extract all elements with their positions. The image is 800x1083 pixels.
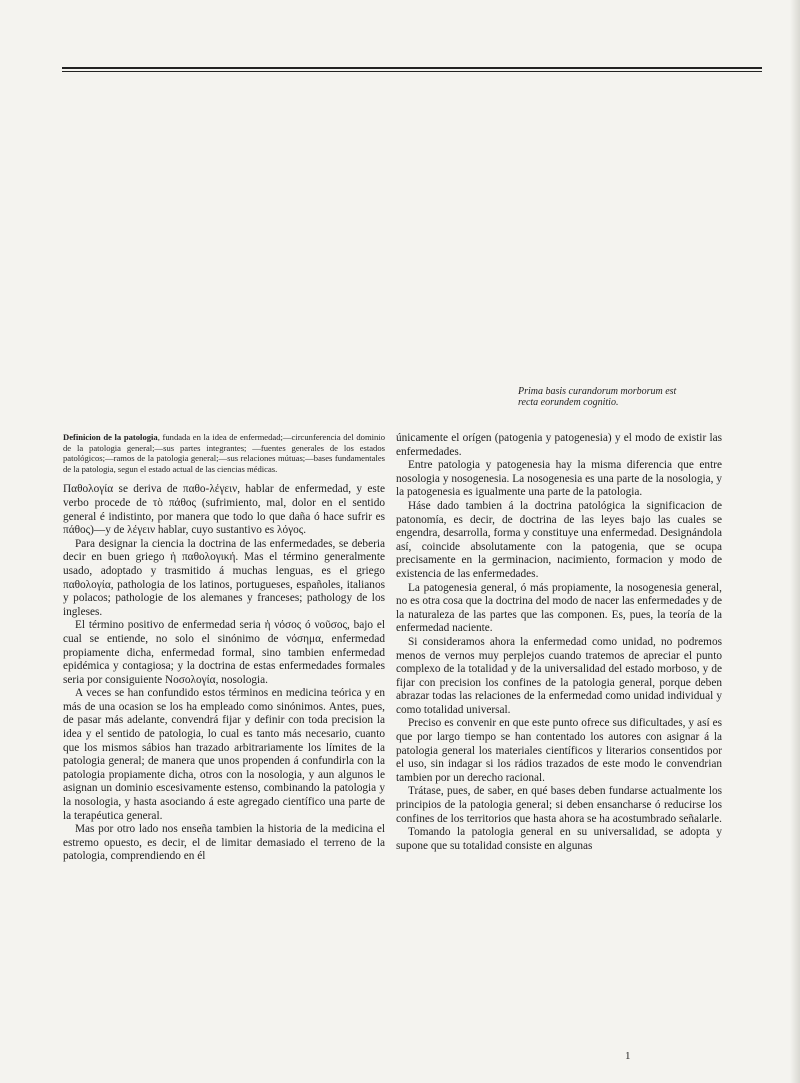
right-paragraph-5: Si consideramos ahora la enfermedad como unidad, no podremos menos de vernos muy perplejos cuando tratemos de apreciar el punto complexo de la totalidad y de la universalidad del estado morboso, y de fijar con precision los confines de la patologia general, porque deben abrazar todas las relaciones de la enfermedad como unidad individual y como totalidad universal. (396, 635, 722, 716)
left-paragraph-1: Παθολογία se deriva de παθο-λέγειν, hablar de enfermedad, y este verbo procede de τὸ πάθος (sufrimiento, mal, dolor en el sentido general é indistinto, por manera que todo lo que daña ó hace sufrir es πάθος)—y de λέγειν hablar, cuyo sustantivo es λόγος. (63, 483, 385, 537)
right-paragraph-4: La patogenesia general, ó más propiamente, la nosogenesia general, no es otra cosa que la doctrina del modo de nacer las enfermedades y de la naturaleza de las partes que las componen. Es, pues, la teoría de la enfermedad naciente. (396, 581, 722, 635)
page-number: 1 (625, 1050, 631, 1062)
right-paragraph-8: Tomando la patologia general en su universalidad, se adopta y supone que su totalidad consiste en algunas (396, 826, 722, 852)
right-paragraph-7: Trátase, pues, de saber, en qué bases deben fundarse actualmente los principios de la patologia general; si deben ensancharse ó reducirse los confines de los territorios que hasta ahora se ha acostumbrado señalarle. (396, 785, 722, 825)
left-paragraph-3: El término positivo de enfermedad seria ἡ νόσος ó νοῦσος, bajo el cual se entiende, no solo el sinónimo de νόσημα, enfermedad propiamente dicha, enfermedad formal, sino tambien enfermedad epidémica y contagiosa; y la doctrina de estas enfermedades formales seria por consiguiente Νοσολογία, nosologia. (63, 619, 385, 686)
epigraph (518, 386, 718, 408)
epigraph-line-2: recta eorundem cognitio. (518, 397, 619, 408)
page-edge-shadow (790, 0, 800, 1083)
header-rule-thick (62, 67, 762, 69)
right-paragraph-2: Entre patologia y patogenesia hay la misma diferencia que entre nosologia y nosogenesia. La nosogenesia es una parte de la nosologia, y la patogenesia es igualmente una parte de la patologia. (396, 459, 722, 499)
right-paragraph-3: Háse dado tambien á la doctrina patológica la significacion de patonomía, es decir, de doctrina de las leyes bajo las cuales se engendra, desarrolla, forma y constituye una enfermedad. Designándola así, coincide absolutamente con la patogenia, que se ocupa precisamente en la germinacion, nacimiento, formacion y modo de existencia de las enfermedades. (396, 499, 722, 580)
right-column (396, 432, 722, 853)
summary-text: , fundada en la idea de enfermedad;—circunferencia del dominio de la patologia general;—sus partes integrantes; —fuentes generales de los estados patológicos;—ramos de la patologia general;—sus relaciones mútuas;—bases fundamentales de la patologia, segun el estado actual de las ciencias médicas. (63, 432, 385, 474)
summary-lead: Definicion de la patologia (63, 432, 158, 442)
right-paragraph-1: únicamente el orígen (patogenia y patogenesia) y el modo de existir las enfermedades. (396, 432, 722, 458)
header-rule-thin (62, 71, 762, 72)
left-column (63, 432, 385, 864)
left-paragraph-2: Para designar la ciencia la doctrina de las enfermedades, se deberia decir en buen griego ἡ παθολογική. Mas el término generalmente usado, adoptado y trasmitido á muchas lenguas, es el griego παθολογία, pathologia de los latinos, portugueses, españoles, italianos y polacos; pathologie de los alemanes y franceses; pathology de los ingleses. (63, 537, 385, 618)
left-paragraph-4: A veces se han confundido estos términos en medicina teórica y en más de una ocasion se los ha empleado como sinónimos. Antes, pues, de pasar más adelante, convendrá fijar y definir con toda precision la idea y el sentido de patologia, lo cual es tanto más necesario, cuanto que los mismos sábios han trazado arbitrariamente los límites de la patologia general; de manera que unos propenden á confundirla con la patologia propiamente dicha, otros con la nosologia, y aun algunos le asignan un dominio escesivamente estenso, combinando la patologia y la nosologia, y hasta asociando á este agregado científico una parte de la terapéutica general. (63, 687, 385, 822)
chapter-summary (63, 432, 385, 474)
epigraph-line-1: Prima basis curandorum morborum est (518, 386, 677, 397)
right-paragraph-6: Preciso es convenir en que este punto ofrece sus dificultades, y así es que por largo tiempo se han contentado los autores con asignar á la patologia general los materiales científicos y literarios consentidos por el uso, sin indagar si los rádios trazados de este modo le convendrian tambien por un derecho racional. (396, 717, 722, 784)
left-paragraph-5: Mas por otro lado nos enseña tambien la historia de la medicina el estremo opuesto, es decir, el de limitar demasiado el terreno de la patologia, comprendiendo en él (63, 823, 385, 863)
